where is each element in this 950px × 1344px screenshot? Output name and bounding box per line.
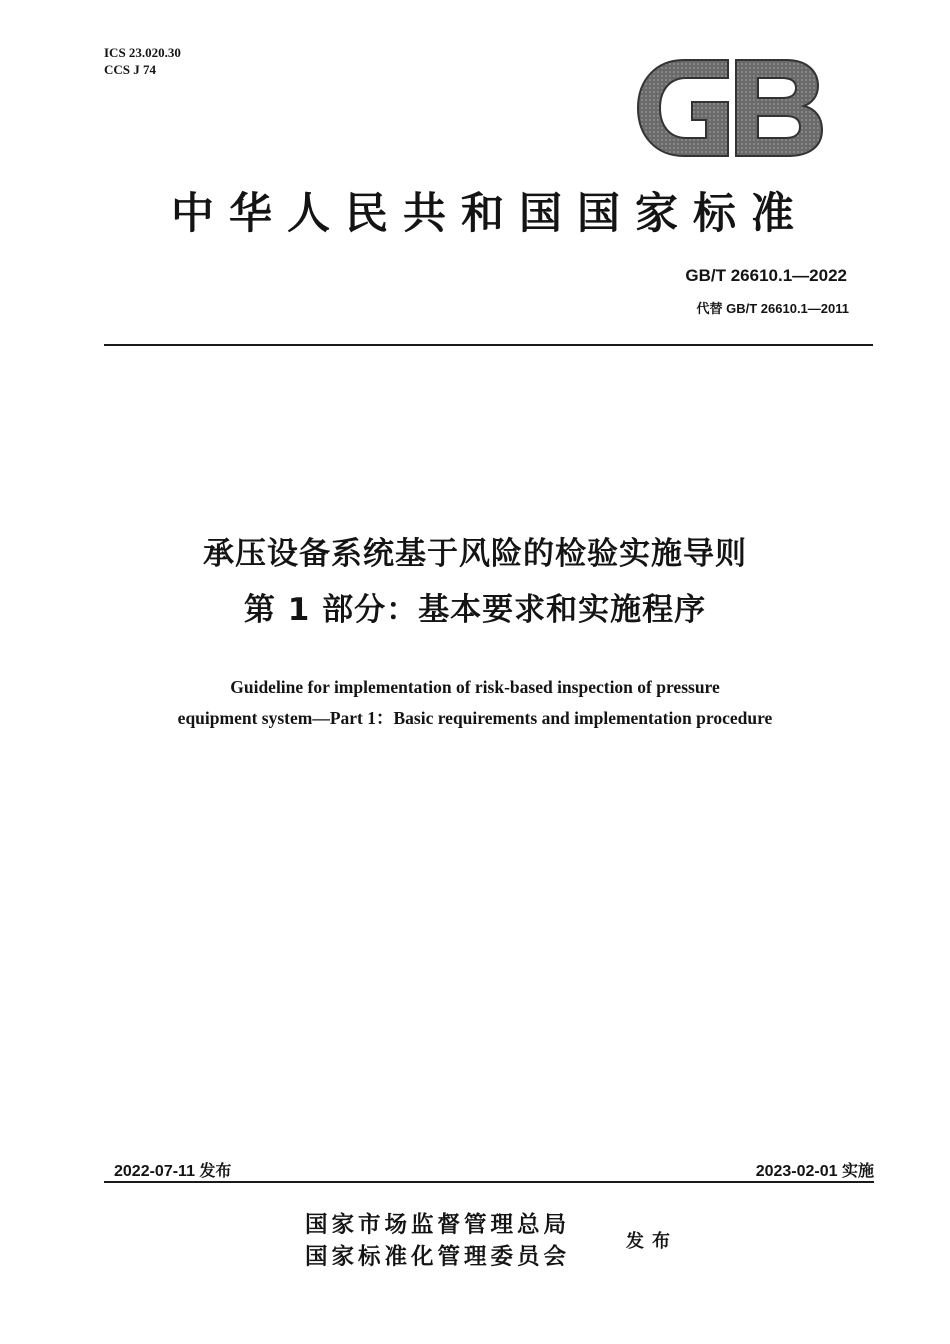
gb-logo (636, 58, 824, 158)
title-cn-line2: 第 1 部分：基本要求和实施程序 (243, 592, 707, 628)
title-en-line2: equipment system—Part 1：Basic requirements and implementation procedure (177, 708, 773, 728)
classification-codes (104, 44, 181, 78)
bottom-divider (104, 1181, 874, 1183)
standard-number: GB/T 26610.1—2022 (685, 266, 847, 285)
top-divider (104, 344, 873, 346)
issuer-org-2: 国家标准化管理委员会 (305, 1244, 571, 1270)
title-en-line1: Guideline for implementation of risk-based inspection of pressure (230, 677, 720, 697)
replaces-standard: 代替 GB/T 26610.1—2011 (696, 301, 849, 316)
ics-code: ICS 23.020.30 (104, 45, 181, 60)
national-standard-heading: 中华人民共和国国家标准 (171, 189, 809, 239)
issue-date: 2022-07-11 发布 (114, 1163, 232, 1180)
implementation-date: 2023-02-01 实施 (755, 1163, 874, 1180)
issuer-org-1: 国家市场监督管理总局 (305, 1212, 571, 1238)
publish-label: 发布 (626, 1231, 678, 1252)
title-cn-line1: 承压设备系统基于风险的检验实施导则 (203, 536, 747, 572)
ccs-code: CCS J 74 (104, 62, 157, 77)
